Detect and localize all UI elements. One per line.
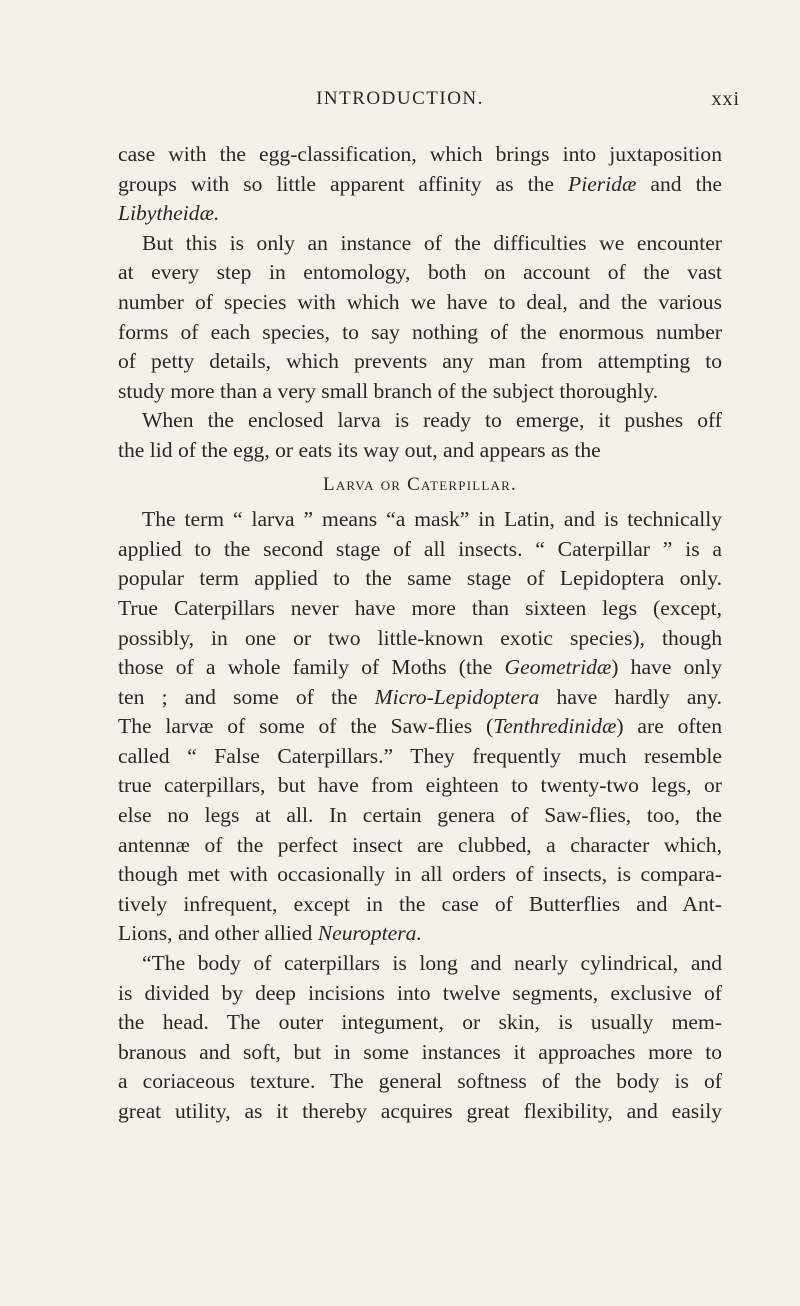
page-number: xxi: [711, 88, 740, 110]
text-segment: though met with occasionally in all orders of insects, is compara-: [118, 862, 722, 887]
italic-term: Pieridæ: [568, 171, 637, 196]
text-line: [118, 1097, 722, 1127]
text-line: [118, 436, 722, 466]
text-line: [118, 258, 722, 288]
text-segment: forms of each species, to say nothing of the enormous number: [118, 319, 722, 344]
text-line: [118, 229, 722, 259]
running-head-title: INTRODUCTION.: [316, 88, 484, 109]
text-line: [118, 594, 722, 624]
text-line: [118, 742, 722, 772]
text-line: [118, 377, 722, 407]
text-line: [118, 801, 722, 831]
text-line: [118, 288, 722, 318]
text-segment: study more than a very small branch of the subject thoroughly.: [118, 378, 659, 403]
text-line: [118, 170, 722, 200]
text-segment: antennæ of the perfect insect are clubbed, a character which,: [118, 832, 722, 857]
text-segment: tively infrequent, except in the case of Butterflies and Ant-: [118, 891, 722, 916]
text-segment: case with the egg-classification, which brings into juxtaposition: [118, 142, 722, 166]
text-segment: have hardly any.: [539, 684, 722, 709]
text-segment: those of a whole family of Moths (the: [118, 655, 505, 680]
italic-term: Micro-Lepidoptera: [374, 684, 540, 709]
text-segment: branous and soft, but in some instances it approaches more to: [118, 1039, 722, 1064]
text-segment: applied to the second stage of all insects. “ Caterpillar ” is a: [118, 536, 722, 561]
text-line: [118, 140, 722, 170]
text-segment: Larva or Caterpillar.: [323, 473, 517, 495]
text-segment: possibly, in one or two little-known exotic species), though: [118, 625, 722, 650]
running-head: [0, 88, 800, 118]
text-line: [118, 505, 722, 535]
text-segment: But this is only an instance of the difficulties we encounter: [142, 230, 722, 255]
text-line: [118, 318, 722, 348]
text-segment: The larvæ of some of the Saw-flies (: [118, 714, 494, 739]
text-line: [118, 1008, 722, 1038]
italic-term: Geometridæ: [504, 655, 612, 680]
text-segment: true caterpillars, but have from eighteen to twenty-two legs, or: [118, 773, 722, 798]
text-segment: at every step in entomology, both on account of the vast: [118, 260, 722, 285]
text-line: [118, 860, 722, 890]
text-segment: ten ; and some of the: [118, 684, 375, 709]
text-line: [118, 1067, 722, 1097]
text-segment: “The body of caterpillars is long and nearly cylindrical, and: [142, 951, 722, 976]
text-line: [118, 535, 722, 565]
italic-term: Neuroptera.: [317, 921, 422, 946]
text-segment: the head. The outer integument, or skin, is usually mem-: [118, 1010, 722, 1035]
text-segment: Lions, and other allied: [118, 921, 318, 946]
text-segment: popular term applied to the same stage of Lepidoptera only.: [118, 566, 722, 591]
text-segment: ) have only: [611, 655, 722, 680]
text-line: [118, 199, 722, 229]
text-segment: When the enclosed larva is ready to emerge, it pushes off: [142, 408, 722, 433]
text-line: [118, 564, 722, 594]
text-segment: is divided by deep incisions into twelve segments, exclusive of: [118, 980, 722, 1005]
text-line: [118, 712, 722, 742]
text-line: [118, 949, 722, 979]
text-segment: of petty details, which prevents any man from attempting to: [118, 349, 722, 374]
text-line: [118, 683, 722, 713]
text-segment: the lid of the egg, or eats its way out, and appears as the: [118, 437, 601, 462]
text-line: [118, 919, 722, 949]
text-line: [118, 624, 722, 654]
text-line: [118, 347, 722, 377]
text-segment: called “ False Caterpillars.” They frequently much resemble: [118, 743, 722, 768]
text-line: [118, 653, 722, 683]
text-line: [118, 831, 722, 861]
text-line: [118, 979, 722, 1009]
section-heading: [118, 470, 722, 500]
text-segment: number of species with which we have to deal, and the various: [118, 289, 722, 314]
text-segment: groups with so little apparent affinity as the: [118, 171, 568, 196]
text-line: [118, 1038, 722, 1068]
text-segment: great utility, as it thereby acquires great flexibility, and easily: [118, 1099, 722, 1123]
italic-term: Tenthredinidæ: [493, 714, 617, 739]
text-line: [118, 771, 722, 801]
text-line: [118, 406, 722, 436]
text-segment: and the: [636, 171, 722, 196]
text-segment: True Caterpillars never have more than sixteen legs (except,: [118, 595, 722, 620]
italic-term: Libytheidæ.: [118, 201, 220, 226]
text-segment: a coriaceous texture. The general softness of the body is of: [118, 1069, 722, 1094]
text-segment: ) are often: [616, 714, 722, 739]
text-line: [118, 890, 722, 920]
body-text: [118, 140, 722, 1127]
text-segment: The term “ larva ” means “a mask” in Latin, and is technically: [142, 507, 722, 532]
text-segment: else no legs at all. In certain genera of Saw-flies, too, the: [118, 803, 722, 828]
